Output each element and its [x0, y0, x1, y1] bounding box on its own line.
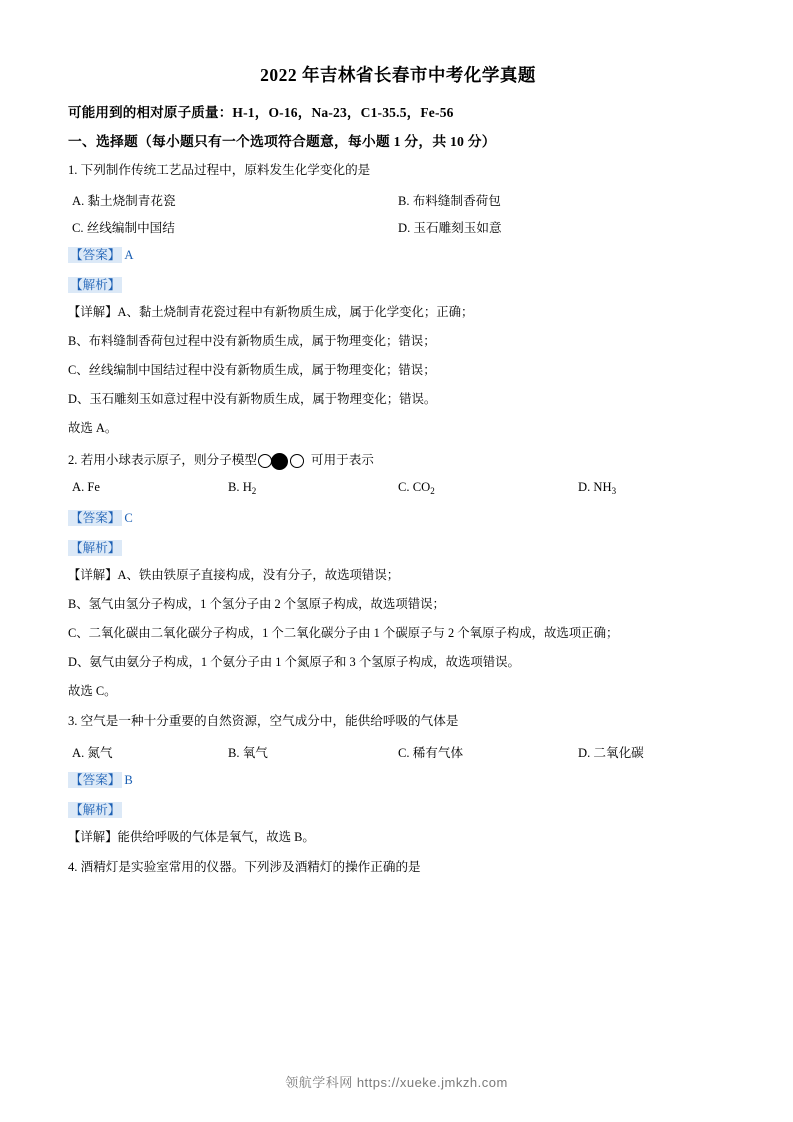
answer-label: 【答案】: [70, 511, 121, 526]
question-2-option-c-text: C. CO: [398, 480, 431, 495]
question-2-stem: [68, 451, 728, 469]
question-2-option-d-sub: 3: [611, 486, 617, 497]
question-1-conclusion: 故选 A。: [68, 421, 118, 436]
section-heading: 一、选择题（每小题只有一个选项符合题意，每小题 1 分，共 10 分）: [68, 134, 496, 149]
question-2-explanation-1: 【详解】A、铁由铁原子直接构成，没有分子，故选项错误；: [68, 568, 400, 583]
question-1-analysis-line: [68, 274, 728, 293]
question-2-option-d-text: D. NH: [578, 480, 612, 495]
question-1-options-row-1: [68, 190, 728, 209]
question-3-analysis-line: [68, 799, 728, 818]
question-1-option-c[interactable]: C. 丝线编制中国结: [72, 221, 175, 236]
question-2-answer-line: [68, 507, 728, 526]
question-1-explanation-2: B、布料缝制香荷包过程中没有新物质生成，属于物理变化；错误；: [68, 334, 436, 349]
question-3-option-c[interactable]: C. 稀有气体: [398, 745, 464, 760]
question-3-explanation-1: 【详解】能供给呼吸的气体是氧气，故选 B。: [68, 829, 315, 844]
question-3-answer-value: B: [124, 772, 133, 787]
question-1-option-d[interactable]: D. 玉石雕刻玉如意: [398, 221, 502, 236]
question-2-analysis-line: [68, 537, 728, 556]
question-2-answer-value: C: [124, 511, 133, 526]
document-body: [68, 62, 728, 887]
analysis-label: 【解析】: [70, 802, 121, 817]
question-2-stem-prefix: 2. 若用小球表示原子，则分子模型: [68, 453, 257, 468]
atom-ball-white-left: [258, 454, 272, 468]
analysis-label: 【解析】: [70, 541, 121, 556]
molecule-model-icon: [258, 454, 310, 469]
question-1-option-b[interactable]: B. 布料缝制香荷包: [398, 194, 501, 209]
question-3-option-a[interactable]: A. 氮气: [72, 745, 113, 760]
question-1-options-row-2: [68, 217, 728, 236]
question-1-explanation-4: D、玉石雕刻玉如意过程中没有新物质生成，属于物理变化；错误。: [68, 392, 437, 407]
question-1-answer-line: [68, 244, 728, 263]
question-2-option-b[interactable]: [228, 480, 256, 495]
question-1-answer-value: A: [124, 248, 134, 263]
question-3-option-d[interactable]: D. 二氧化碳: [578, 745, 644, 760]
question-2-option-c-sub: 2: [430, 486, 435, 497]
question-3-stem: 3. 空气是一种十分重要的自然资源，空气成分中，能供给呼吸的气体是: [68, 714, 459, 729]
atom-ball-black-center: [271, 453, 288, 470]
question-3-options-row: [68, 742, 728, 758]
question-2-stem-suffix: 可用于表示: [310, 453, 374, 468]
question-2-option-b-sub: 2: [251, 486, 257, 497]
question-1-option-a[interactable]: A. 黏土烧制青花瓷: [72, 194, 176, 209]
question-1-explanation-3: C、丝线编制中国结过程中没有新物质生成，属于物理变化；错误；: [68, 363, 436, 378]
question-3-answer-line: [68, 769, 728, 788]
analysis-label: 【解析】: [70, 278, 121, 293]
atom-ball-white-right: [290, 454, 304, 468]
answer-label: 【答案】: [70, 772, 121, 787]
question-2-explanation-4: D、氨气由氨分子构成，1 个氨分子由 1 个氮原子和 3 个氢原子构成，故选项错误。: [68, 655, 520, 670]
answer-label: 【答案】: [70, 248, 121, 263]
question-1-stem: 1. 下列制作传统工艺品过程中，原料发生化学变化的是: [68, 163, 371, 177]
question-2-explanation-3: C、二氧化碳由二氧化碳分子构成，1 个二氧化碳分子由 1 个碳原子与 2 个氧原子构成，故选项正确；: [68, 626, 619, 641]
question-2-option-b-text: B. H: [228, 480, 252, 495]
question-3-option-b[interactable]: B. 氧气: [228, 745, 268, 760]
question-2-conclusion: 故选 C。: [68, 684, 117, 699]
question-2-explanation-2: B、氢气由氢分子构成，1 个氢分子由 2 个氢原子构成，故选项错误；: [68, 597, 445, 612]
question-2-option-c[interactable]: [398, 480, 435, 495]
atomic-mass-line: 可能用到的相对原子质量：H-1，O-16，Na-23，C1-35.5，Fe-56: [68, 105, 454, 120]
question-2-option-a[interactable]: A. Fe: [72, 480, 100, 495]
page-footer: 领航学科网 https://xueke.jmkzh.com: [285, 1075, 508, 1090]
question-4-stem: 4. 酒精灯是实验室常用的仪器。下列涉及酒精灯的操作正确的是: [68, 859, 421, 874]
question-2-options-row: [68, 480, 728, 496]
question-2-option-d[interactable]: [578, 480, 616, 495]
page-title: 2022 年吉林省长春市中考化学真题: [260, 65, 536, 85]
question-1-explanation-1: 【详解】A、黏土烧制青花瓷过程中有新物质生成，属于化学变化；正确；: [68, 305, 474, 320]
